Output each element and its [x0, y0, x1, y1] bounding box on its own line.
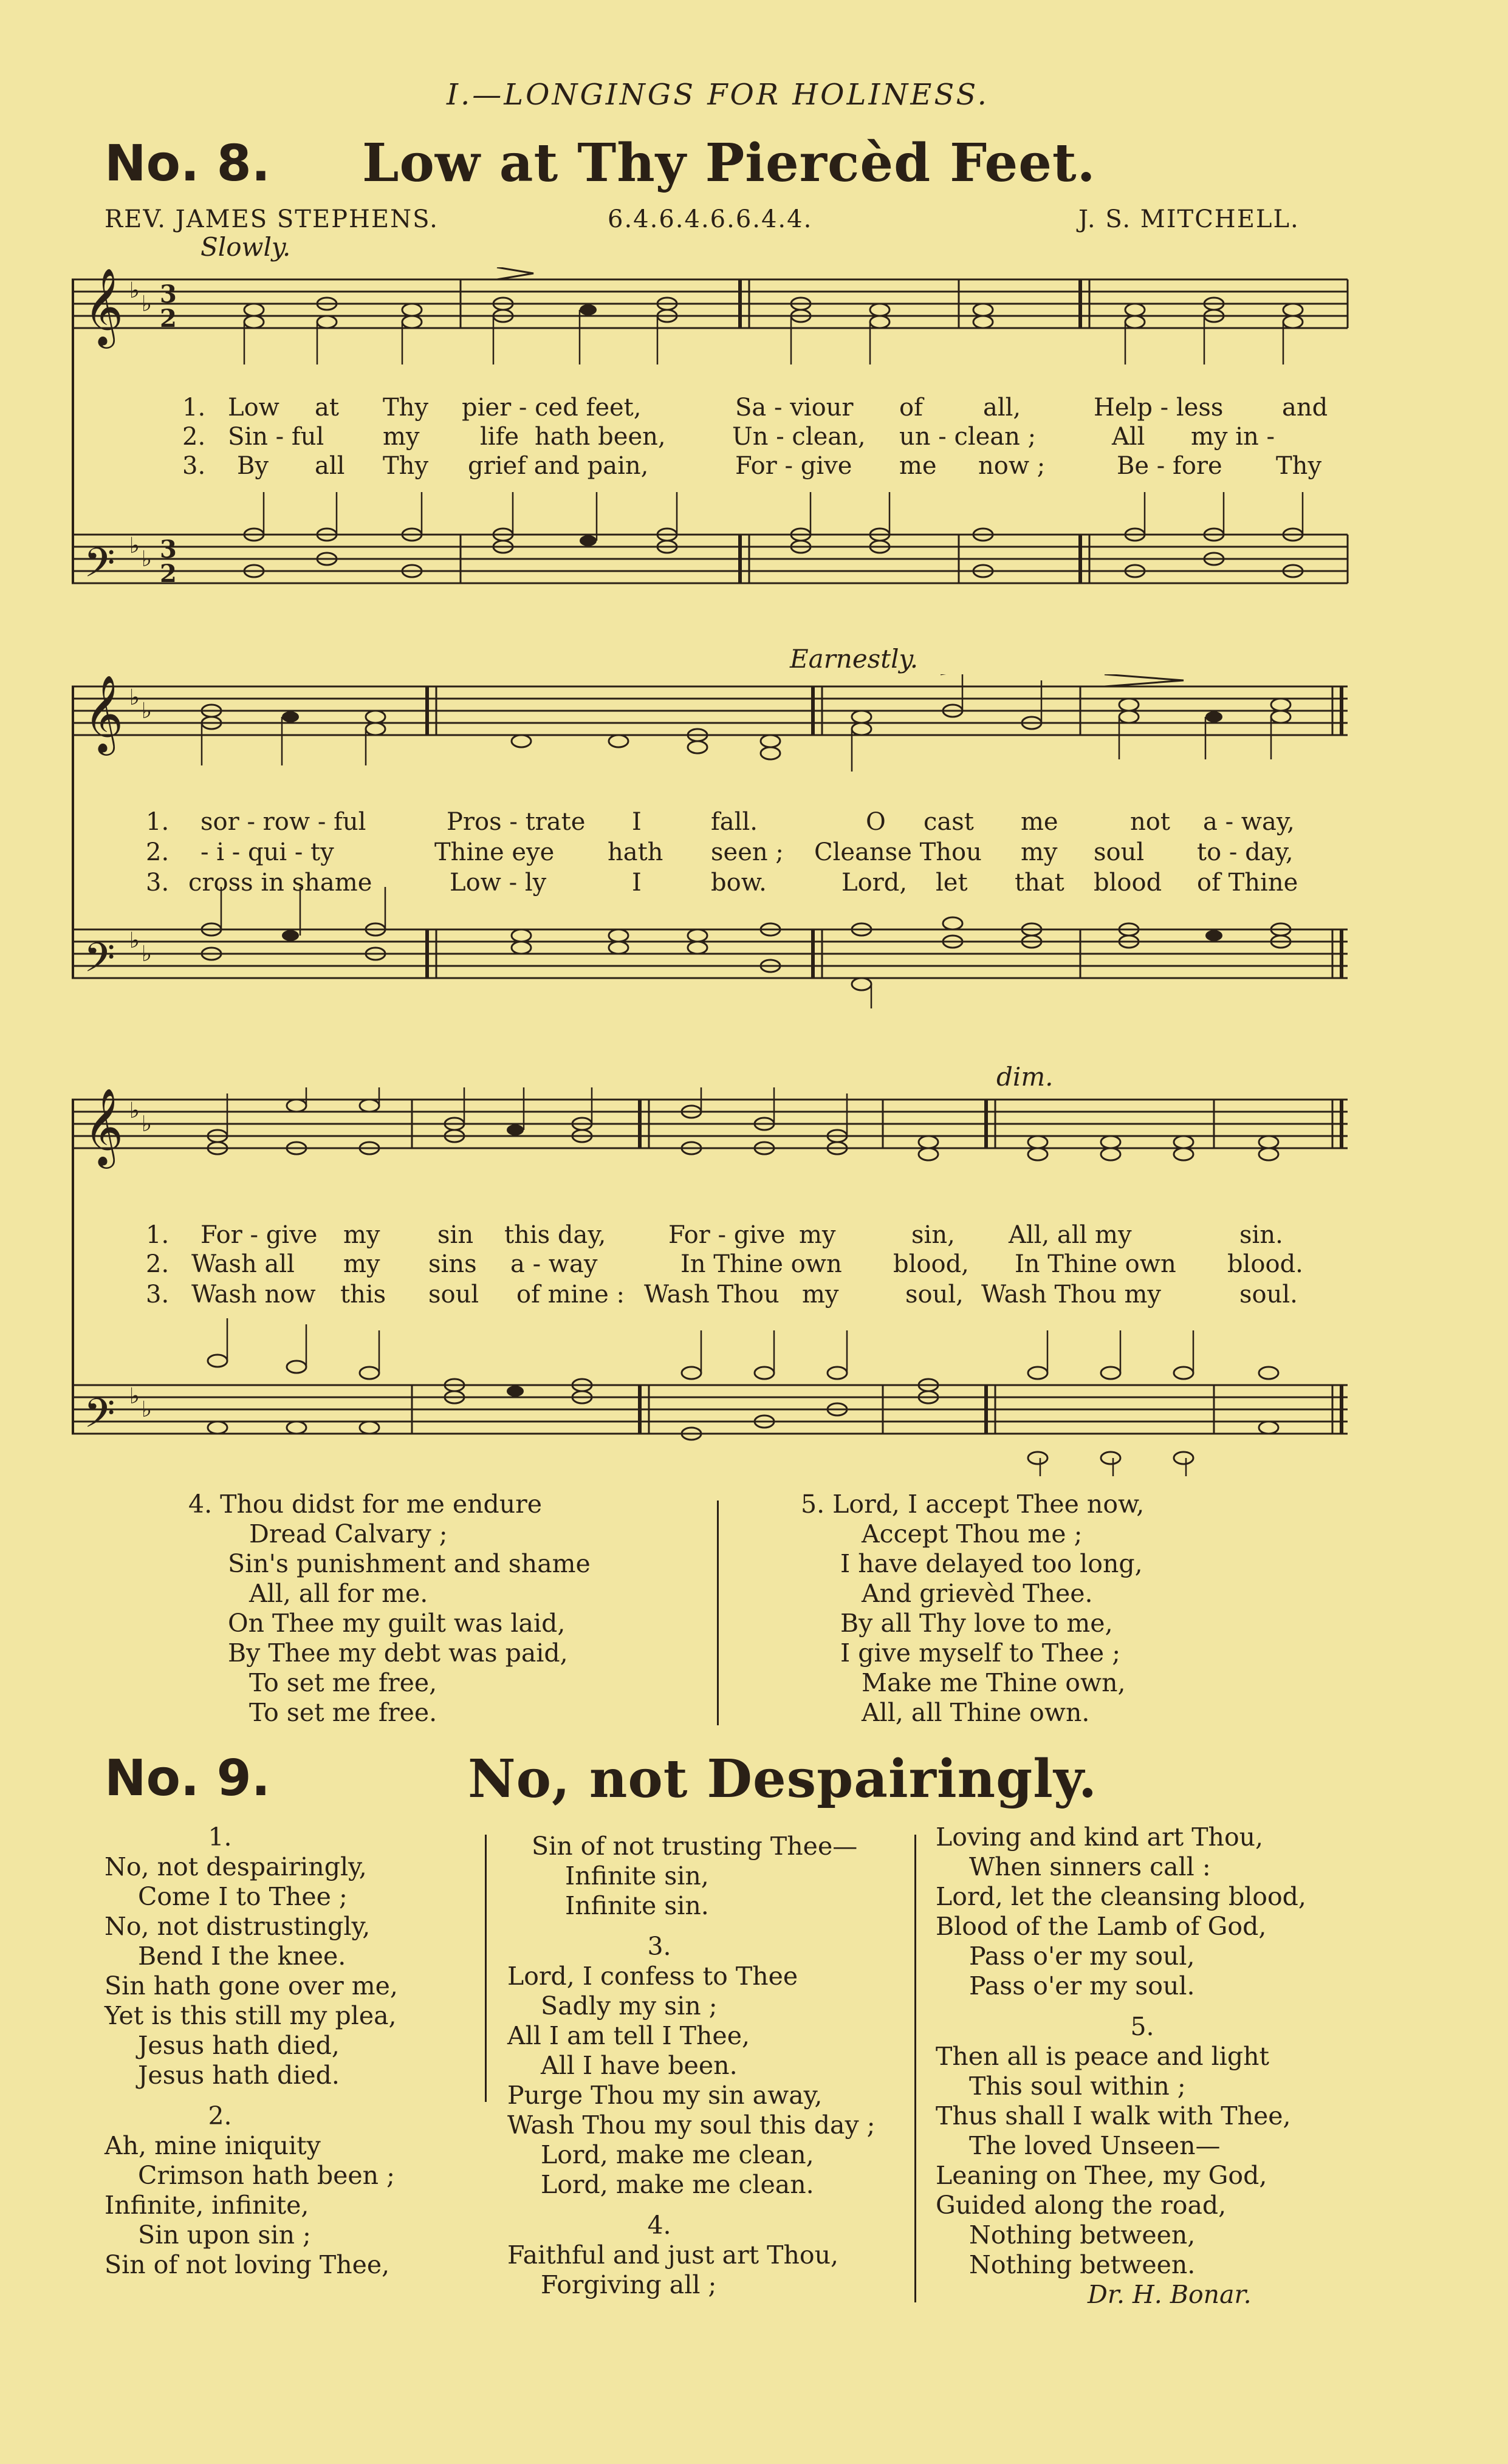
verse-text: Lord, I accept Thee now,	[832, 1490, 1145, 1519]
lyric-syllable: For - give	[735, 452, 852, 480]
lyric-syllable: I	[632, 808, 642, 836]
lyric-verse-num: 1.	[182, 394, 206, 422]
lyric-verse-num: 3.	[146, 869, 170, 897]
verse-line: Loving and kind art Thou,	[936, 1822, 1264, 1852]
verse-line: Forgiving all ;	[541, 2270, 717, 2299]
verse-line: Accept Thou me ;	[862, 1519, 1083, 1549]
lyric-syllable: soul	[1094, 838, 1145, 866]
verse-number: 3.	[647, 1932, 671, 1961]
lyric-verse-num: 1.	[146, 808, 170, 836]
lyric-syllable: all,	[983, 394, 1021, 422]
verse-line: Jesus hath died.	[138, 2061, 340, 2090]
lyric-verse-num: 1.	[146, 1221, 170, 1249]
verse-line: Sin's punishment and shame	[228, 1549, 591, 1578]
lyric-syllable: hath been,	[535, 423, 666, 451]
lyric-syllable: Wash all	[191, 1250, 295, 1278]
lyrics-system-1	[182, 394, 1337, 485]
svg-text:2: 2	[160, 304, 177, 333]
lyric-syllable: All, all my	[1009, 1221, 1132, 1249]
verse-line: Purge Thou my sin away,	[507, 2081, 823, 2110]
verse-line: Faithful and just art Thou,	[507, 2240, 839, 2270]
svg-text:𝄢: 𝄢	[84, 1390, 115, 1446]
lyric-syllable: all	[315, 452, 345, 480]
verse-line: Bend I the knee.	[138, 1942, 346, 1971]
lyric-syllable: blood	[1094, 869, 1162, 897]
hymn-9-title: No, not Despairingly.	[468, 1748, 1097, 1810]
column-divider	[717, 1501, 719, 1725]
verse-line: To set me free,	[249, 1668, 437, 1697]
hymn-8-number: No. 8.	[105, 135, 270, 193]
verse-line: Then all is peace and light	[936, 2042, 1270, 2071]
lyric-syllable: sor - row - ful	[200, 808, 366, 836]
verse-line: Sin upon sin ;	[138, 2220, 311, 2250]
lyric-syllable: Help - less	[1094, 394, 1224, 422]
lyric-syllable: my	[799, 1221, 836, 1249]
lyric-syllable: soul.	[1239, 1281, 1298, 1309]
svg-text:3: 3	[160, 280, 177, 309]
lyric-syllable: Cleanse Thou	[814, 838, 982, 866]
svg-text:♭: ♭	[142, 292, 152, 317]
lyric-syllable: blood.	[1227, 1250, 1303, 1278]
verse-line: Sin of not loving Thee,	[105, 2250, 390, 2279]
svg-text:♭: ♭	[142, 1397, 152, 1422]
svg-text:2: 2	[160, 560, 177, 588]
verse-line: Crimson hath been ;	[138, 2161, 395, 2190]
svg-text:♭: ♭	[129, 278, 140, 303]
lyric-syllable: Thy	[1276, 452, 1322, 480]
lyric-syllable: cross in shame	[188, 869, 372, 897]
lyric-syllable: my	[343, 1221, 380, 1249]
lyric-syllable: Pros - trate	[447, 808, 586, 836]
hymn-9-column-2	[507, 1832, 920, 2300]
lyric-syllable: Low - ly	[450, 869, 547, 897]
verse-line: Dread Calvary ;	[249, 1519, 448, 1549]
lyrics-system-2	[146, 808, 1361, 899]
svg-text:𝄞: 𝄞	[84, 674, 124, 752]
lyric-syllable: Be - fore	[1117, 452, 1222, 480]
lyric-syllable: hath	[608, 838, 663, 866]
lyric-syllable: sin	[437, 1221, 474, 1249]
verse-line: Lord, make me clean.	[541, 2170, 814, 2199]
verse-line: All I have been.	[541, 2051, 738, 2080]
lyric-syllable: Un - clean,	[732, 423, 866, 451]
verse-line: By Thee my debt was paid,	[228, 1638, 568, 1668]
lyric-verse-num: 3.	[182, 452, 206, 480]
verse-line: By all Thy love to me,	[840, 1609, 1113, 1638]
verse-line: Lord, I confess to Thee	[507, 1962, 798, 1991]
verse-line: Leaning on Thee, my God,	[936, 2161, 1267, 2190]
hymn-9-column-1	[105, 1822, 481, 2280]
lyric-syllable: For - give	[200, 1221, 318, 1249]
lyric-syllable: my	[802, 1281, 839, 1309]
lyric-syllable: Wash Thou	[644, 1281, 780, 1309]
verse-line: The loved Unseen—	[969, 2131, 1221, 2160]
lyric-syllable: not	[1130, 808, 1170, 836]
hymn-8-author: REV. JAMES STEPHENS.	[105, 205, 439, 233]
lyric-syllable: this	[340, 1281, 386, 1309]
verse-number: 4.	[647, 2211, 671, 2240]
svg-text:𝄞: 𝄞	[84, 267, 124, 345]
lyrics-system-3	[146, 1221, 1361, 1318]
lyric-syllable: sins	[428, 1250, 477, 1278]
svg-text:♭: ♭	[129, 928, 140, 953]
verse-number: 1.	[208, 1822, 232, 1852]
verse-line	[801, 1490, 1348, 1519]
verse-line: Ah, mine iniquity	[105, 2131, 321, 2160]
verse-line: Come I to Thee ;	[138, 1882, 348, 1911]
hymn-9-author: Dr. H. Bonar.	[1088, 2280, 1252, 2309]
verse-line: Sin hath gone over me,	[105, 1971, 398, 2000]
hymn-9-column-3	[936, 1822, 1422, 2310]
verse-line: Lord, let the cleansing blood,	[936, 1882, 1306, 1911]
lyric-syllable: to - day,	[1197, 838, 1294, 866]
verse-line: Lord, make me clean,	[541, 2140, 814, 2169]
verse-line: And grievèd Thee.	[862, 1579, 1093, 1608]
lyric-syllable: now ;	[978, 452, 1046, 480]
lyric-syllable: my in -	[1191, 423, 1275, 451]
lyric-syllable: my	[343, 1250, 380, 1278]
lyric-syllable: Wash now	[191, 1281, 316, 1309]
verse-line: All, all for me.	[249, 1579, 428, 1608]
lyric-syllable: - i - qui - ty	[200, 838, 334, 866]
lyric-syllable: soul	[428, 1281, 479, 1309]
lyric-syllable: of mine :	[516, 1281, 625, 1309]
lyric-syllable: sin,	[911, 1221, 955, 1249]
verse-line: Infinite, infinite,	[105, 2191, 309, 2220]
lyric-syllable: Lord,	[841, 869, 908, 897]
svg-text:𝄞: 𝄞	[84, 1087, 124, 1165]
verse-line: On Thee my guilt was laid,	[228, 1609, 566, 1638]
lyric-syllable: at	[315, 394, 339, 422]
verse-line	[188, 1490, 735, 1519]
lyric-syllable: blood,	[893, 1250, 969, 1278]
hymn-8-composer: J. S. MITCHELL.	[1078, 205, 1300, 233]
verse-line: Yet is this still my plea,	[105, 2001, 397, 2030]
verse-line: Jesus hath died,	[138, 2031, 340, 2060]
svg-text:♭: ♭	[129, 1098, 140, 1123]
lyric-syllable: a - way,	[1203, 808, 1295, 836]
lyric-syllable: In Thine own	[680, 1250, 842, 1278]
hymn-8-title: Low at Thy Piercèd Feet.	[362, 132, 1096, 194]
verse-text: Thou didst for me endure	[220, 1490, 543, 1519]
lyric-syllable: soul,	[905, 1281, 964, 1309]
lyric-syllable: grief and pain,	[468, 452, 649, 480]
lyric-syllable: By	[237, 452, 269, 480]
verse-number: 5.	[1130, 2012, 1154, 2041]
lyric-syllable: me	[899, 452, 937, 480]
verse-line: All I am tell I Thee,	[507, 2021, 750, 2050]
lyric-syllable: of Thine	[1197, 869, 1298, 897]
svg-text:♭: ♭	[142, 1112, 152, 1137]
verse-line: Infinite sin.	[565, 1891, 709, 1920]
lyric-syllable: Sa - viour	[735, 394, 854, 422]
tempo-marking-earnestly: Earnestly.	[790, 644, 919, 674]
svg-text:♭: ♭	[142, 547, 152, 572]
lyric-syllable: seen ;	[711, 838, 784, 866]
svg-text:3: 3	[160, 535, 177, 564]
verse-line: To set me free.	[249, 1698, 437, 1727]
hymn-8-verse-4	[188, 1490, 735, 1728]
lyric-syllable: Thy	[383, 394, 429, 422]
lyric-syllable: of	[899, 394, 923, 422]
verse-line: Guided along the road,	[936, 2191, 1227, 2220]
svg-text:𝄢: 𝄢	[84, 539, 115, 596]
verse-line: Pass o'er my soul,	[969, 1942, 1195, 1971]
verse-line: Infinite sin,	[565, 1861, 709, 1891]
lyric-syllable: a - way	[510, 1250, 598, 1278]
lyric-syllable: In Thine own	[1015, 1250, 1176, 1278]
hymn-9-number: No. 9.	[105, 1750, 270, 1807]
column-divider	[485, 1835, 487, 2102]
svg-text:♭: ♭	[129, 1384, 140, 1409]
lyric-syllable: Thy	[383, 452, 429, 480]
verse-line: Blood of the Lamb of God,	[936, 1912, 1267, 1941]
verse-number: 2.	[208, 2101, 232, 2130]
verse-line: Wash Thou my soul this day ;	[507, 2110, 876, 2140]
svg-text:𝄢: 𝄢	[84, 934, 115, 991]
lyric-syllable: sin.	[1239, 1221, 1283, 1249]
lyric-syllable: and	[1282, 394, 1328, 422]
lyric-syllable: O	[866, 808, 886, 836]
verse-line: Sadly my sin ;	[541, 1991, 718, 2021]
lyric-syllable: I	[632, 869, 642, 897]
lyric-syllable: that	[1015, 869, 1064, 897]
lyric-syllable: Low	[228, 394, 279, 422]
verse-line: Pass o'er my soul.	[969, 1971, 1195, 2000]
verse-number: 5.	[801, 1490, 825, 1519]
lyric-syllable: my	[383, 423, 420, 451]
verse-line: Make me Thine own,	[862, 1668, 1126, 1697]
lyric-syllable: Wash Thou my	[981, 1281, 1162, 1309]
svg-text:♭: ♭	[129, 685, 140, 710]
verse-line: I have delayed too long,	[840, 1549, 1143, 1578]
lyric-syllable: let	[936, 869, 968, 897]
verse-line: Thus shall I walk with Thee,	[936, 2101, 1291, 2130]
lyric-verse-num: 2.	[146, 838, 170, 866]
lyric-syllable: Thine eye	[434, 838, 555, 866]
lyric-verse-num: 2.	[182, 423, 206, 451]
lyric-syllable: life	[480, 423, 519, 451]
lyric-syllable: For - give	[668, 1221, 786, 1249]
hymn-8-verse-5	[801, 1490, 1348, 1728]
verse-line: When sinners call :	[969, 1852, 1211, 1881]
lyric-syllable: fall.	[711, 808, 758, 836]
verse-line: Nothing between.	[969, 2250, 1196, 2279]
section-heading: I.—LONGINGS FOR HOLINESS.	[447, 78, 989, 112]
verse-line: No, not despairingly,	[105, 1852, 367, 1881]
hymn-8-meter: 6.4.6.4.6.6.4.4.	[608, 205, 813, 233]
tempo-marking-slowly: Slowly.	[200, 232, 291, 262]
lyric-syllable: Sin - ful	[228, 423, 324, 451]
svg-text:♭: ♭	[142, 699, 152, 724]
verse-line: I give myself to Thee ;	[840, 1638, 1121, 1668]
lyric-syllable: pier - ced feet,	[462, 394, 642, 422]
lyric-syllable: me	[1021, 808, 1058, 836]
lyric-verse-num: 2.	[146, 1250, 170, 1278]
lyric-syllable: All	[1112, 423, 1145, 451]
verse-line: All, all Thine own.	[862, 1698, 1090, 1727]
lyric-syllable: un - clean ;	[899, 423, 1037, 451]
verse-line: This soul within ;	[969, 2072, 1186, 2101]
lyric-syllable: bow.	[711, 869, 767, 897]
lyric-syllable: my	[1021, 838, 1058, 866]
column-divider	[914, 1835, 916, 2302]
lyric-syllable: cast	[924, 808, 974, 836]
verse-line: No, not distrustingly,	[105, 1912, 371, 1941]
verse-line: Nothing between,	[969, 2220, 1196, 2250]
lyric-syllable: this day,	[504, 1221, 606, 1249]
svg-text:♭: ♭	[142, 942, 152, 967]
dynamic-marking-dim: dim.	[996, 1062, 1054, 1092]
verse-line: Sin of not trusting Thee—	[532, 1832, 858, 1861]
svg-text:♭: ♭	[129, 533, 140, 558]
lyric-verse-num: 3.	[146, 1281, 170, 1309]
verse-number: 4.	[188, 1490, 213, 1519]
